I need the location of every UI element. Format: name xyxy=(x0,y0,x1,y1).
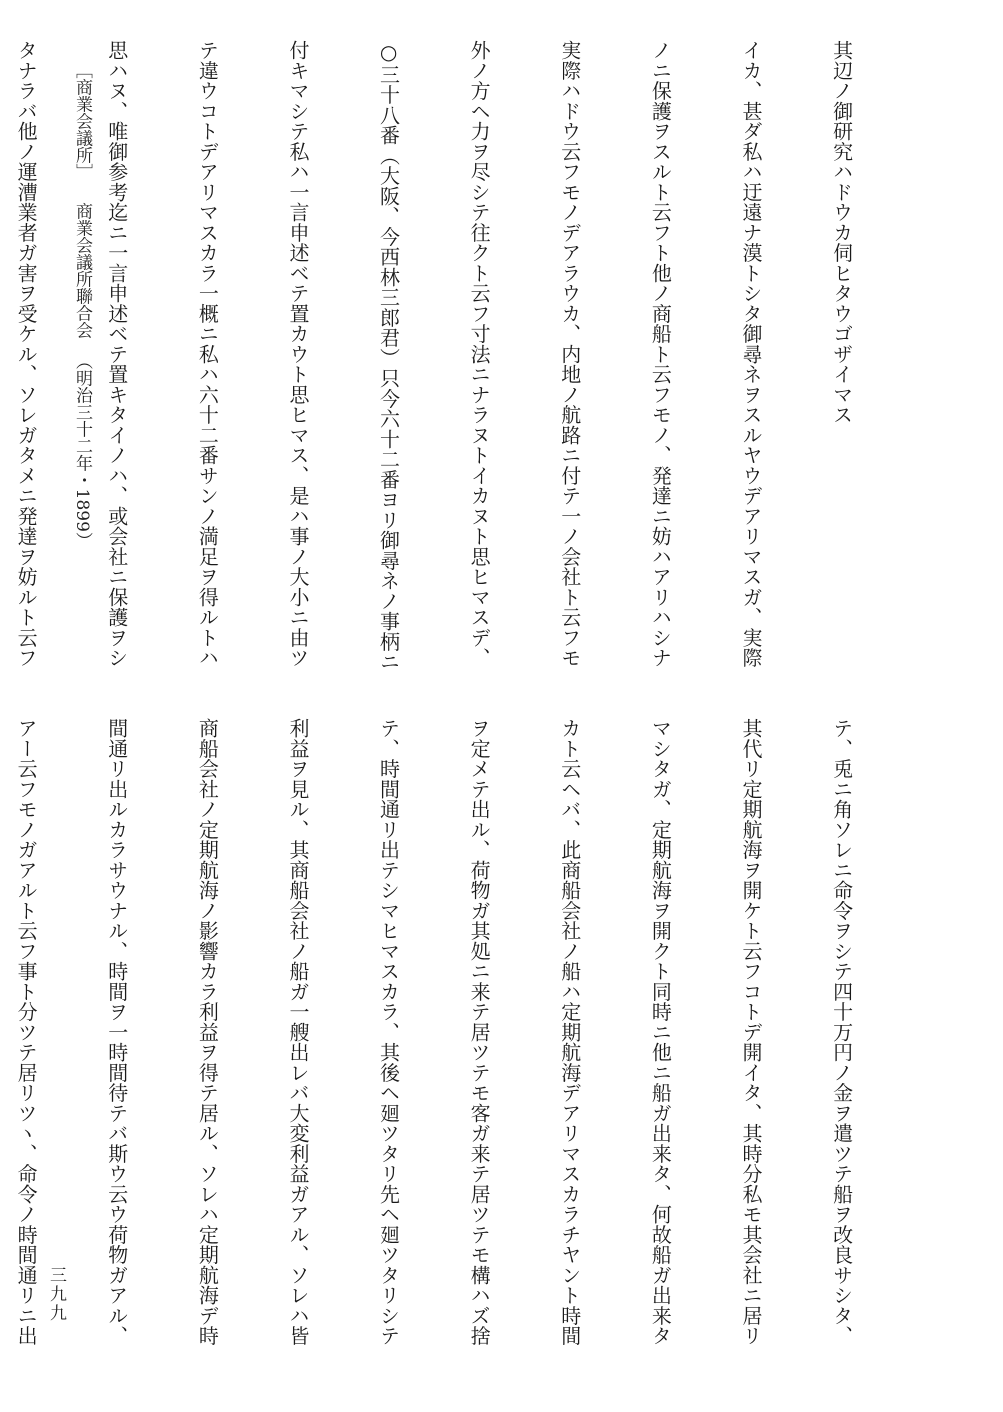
text-column: 其代リ定期航海ヲ開ケト云フコトデ開イタ、其時分私モ其会社ニ居リ xyxy=(738,718,763,1346)
text-column: 商船会社ノ定期航海ノ影響カラ利益ヲ得テ居ル、ソレハ定期航海デ時 xyxy=(195,718,220,1346)
text-block-upper xyxy=(0,40,917,690)
text-column: マシタガ、定期航海ヲ開クト同時ニ他ニ船ガ出来タ、何故船ガ出来タ xyxy=(648,718,673,1346)
text-column: ○三十八番（大阪、今西林三郎君）只今六十二番ヨリ御尋ネノ事柄ニ xyxy=(376,40,401,672)
text-column: タナラバ他ノ運漕業者ガ害ヲ受ケル、ソレガタメニ発達ヲ妨ルト云フ xyxy=(14,40,39,668)
running-header xyxy=(52,40,112,690)
text-column: 付キマシテ私ハ一言申述ベテ置カウト思ヒマス、是ハ事ノ大小ニ由ツ xyxy=(285,40,310,668)
text-column: テ、時間通リ出テシマヒマスカラ、其後ヘ廻ツタリ先ヘ廻ツタリシテ xyxy=(376,718,401,1346)
text-column: 実際ハドウ云フモノデアラウカ、内地ノ航路ニ付テ一ノ会社ト云フモ xyxy=(557,40,582,668)
text-column: テ違ウコトデアリマスカラ一概ニ私ハ六十二番サンノ満足ヲ得ルトハ xyxy=(195,40,220,668)
text-column: 思ハヌ、唯御参考迄ニ一言申述ベテ置キタイノハ、或会社ニ保護ヲシ xyxy=(104,40,129,668)
text-column: ノニ保護ヲスルト云フト他ノ商船ト云フモノ、発達ニ妨ハアリハシナ xyxy=(648,40,673,668)
page-number: 三九九 xyxy=(46,1266,66,1323)
text-column: イカ、甚ダ私ハ迂遠ナ漠トシタ御尋ネヲスルヤウデアリマスガ、実際 xyxy=(738,40,763,668)
text-column: アー云フモノガアルト云フ事ト分ツテ居リツヽ、命令ノ時間通リニ出 xyxy=(14,718,39,1346)
publisher-label: 商業会議所聯合会 xyxy=(72,202,92,339)
text-column: 外ノ方ヘ力ヲ尽シテ往クト云フ寸法ニナラヌトイカヌト思ヒマスデ、 xyxy=(467,40,492,668)
text-column: 間通リ出ルカラサウナル、時間ヲ一時間待テバ斯ウ云ウ荷物ガアル、 xyxy=(104,718,129,1346)
section-label: ［商業会議所］ xyxy=(72,61,92,181)
text-column: テ、兎ニ角ソレニ命令ヲシテ四十万円ノ金ヲ遣ツテ船ヲ改良サシタ、 xyxy=(829,718,854,1346)
era-label: （明治三十二年・1899） xyxy=(72,352,92,549)
text-column: カト云ヘバ、此商船会社ノ船ハ定期航海デアリマスカラチヤント時間 xyxy=(557,718,582,1346)
text-block-lower xyxy=(0,718,917,1368)
text-column: ヲ定メテ出ル、荷物ガ其処ニ来テ居ツテモ客ガ来テ居ツテモ構ハズ捨 xyxy=(467,718,492,1346)
text-column: 利益ヲ見ル、其商船会社ノ船ガ一艘出レバ大変利益ガアル、ソレハ皆 xyxy=(285,718,310,1346)
text-column: 其辺ノ御研究ハドウカ伺ヒタウゴザイマス xyxy=(829,40,854,425)
